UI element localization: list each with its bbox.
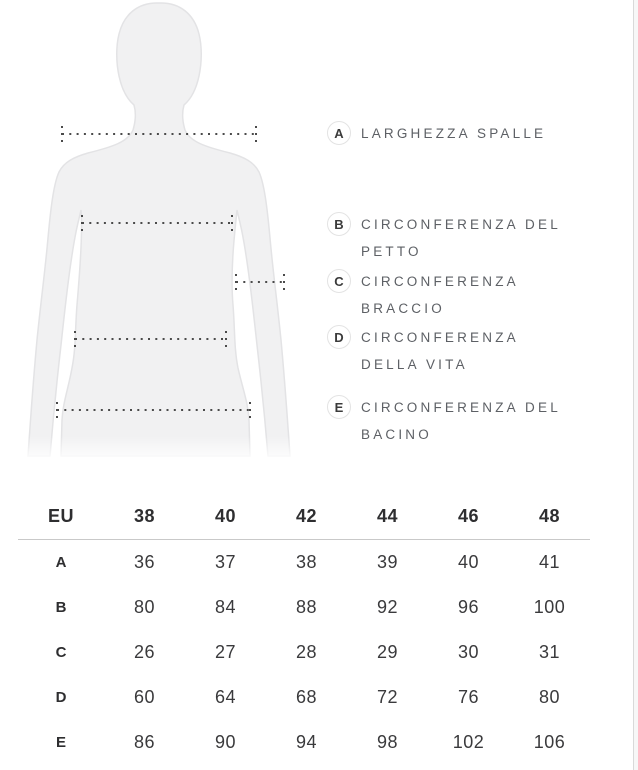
size-value: 60 (133, 687, 156, 707)
size-value: 106 (533, 732, 566, 752)
size-value: 90 (214, 732, 237, 752)
legend-item-chest (327, 211, 561, 265)
size-value: 94 (295, 732, 318, 752)
legend-label-line: CIRCONFERENZA (361, 274, 519, 289)
legend-item-arm (327, 268, 519, 322)
size-value: 76 (457, 687, 480, 707)
size-value: 28 (295, 642, 318, 662)
scrollbar[interactable] (633, 0, 638, 770)
size-value: 100 (533, 597, 566, 617)
size-table-row-e (18, 720, 590, 765)
size-value: 37 (214, 552, 237, 572)
size-table-header-cell: 42 (295, 506, 318, 526)
legend-label-line: CIRCONFERENZA DEL (361, 217, 561, 232)
legend-badge-c-icon: C (327, 269, 351, 293)
size-table-row-d (18, 675, 590, 720)
size-table-header-cell: 44 (376, 506, 399, 526)
size-table-header-cell: 48 (538, 506, 561, 526)
legend-item-waist (327, 324, 519, 378)
size-value: 26 (133, 642, 156, 662)
legend-label-line: BACINO (361, 427, 432, 442)
size-value: 64 (214, 687, 237, 707)
size-value: 38 (295, 552, 318, 572)
size-value: 39 (376, 552, 399, 572)
size-value: 68 (295, 687, 318, 707)
measurement-diagram (0, 0, 320, 470)
size-table-row-c (18, 630, 590, 675)
legend-badge-d-icon: D (327, 325, 351, 349)
size-table-header-cell: EU (47, 506, 74, 526)
size-value: 86 (133, 732, 156, 752)
size-table-header-cell: 38 (133, 506, 156, 526)
body-silhouette (28, 3, 290, 456)
size-value: 41 (538, 552, 561, 572)
size-table-header-row (18, 494, 590, 540)
legend-label-line: CIRCONFERENZA DEL (361, 400, 561, 415)
body-silhouette-figure (0, 0, 320, 470)
row-label: B (55, 599, 67, 616)
size-value: 72 (376, 687, 399, 707)
size-value: 29 (376, 642, 399, 662)
size-value: 27 (214, 642, 237, 662)
legend-item-shoulders (327, 120, 546, 147)
size-value: 88 (295, 597, 318, 617)
size-value: 96 (457, 597, 480, 617)
size-value: 80 (538, 687, 561, 707)
size-value: 98 (376, 732, 399, 752)
legend-label-line: BRACCIO (361, 301, 445, 316)
size-value: 30 (457, 642, 480, 662)
size-value: 31 (538, 642, 561, 662)
legend-label-line: CIRCONFERENZA (361, 330, 519, 345)
size-value: 84 (214, 597, 237, 617)
row-label: C (55, 644, 67, 661)
legend-label-line: DELLA VITA (361, 357, 468, 372)
size-value: 92 (376, 597, 399, 617)
row-label: D (55, 689, 67, 706)
size-value: 36 (133, 552, 156, 572)
legend-label-line: PETTO (361, 244, 422, 259)
legend-badge-b-icon: B (327, 212, 351, 236)
size-value: 102 (452, 732, 485, 752)
legend-label-line: LARGHEZZA SPALLE (361, 126, 547, 141)
legend-badge-e-icon: E (327, 395, 351, 419)
size-value: 80 (133, 597, 156, 617)
size-table (18, 494, 590, 765)
legend-badge-a-icon: A (327, 121, 351, 145)
silhouette-fade (0, 436, 320, 462)
legend-label-shoulders (361, 120, 546, 147)
legend-item-hips (327, 394, 561, 448)
legend-label-arm (361, 268, 519, 322)
legend-label-chest (361, 211, 561, 265)
row-label: A (55, 554, 67, 571)
size-table-row-b (18, 585, 590, 630)
size-value: 40 (457, 552, 480, 572)
size-table-row-a (18, 540, 590, 585)
row-label: E (55, 734, 66, 751)
legend-label-waist (361, 324, 519, 378)
legend-label-hips (361, 394, 561, 448)
size-table-header-cell: 40 (214, 506, 237, 526)
size-table-header-cell: 46 (457, 506, 480, 526)
